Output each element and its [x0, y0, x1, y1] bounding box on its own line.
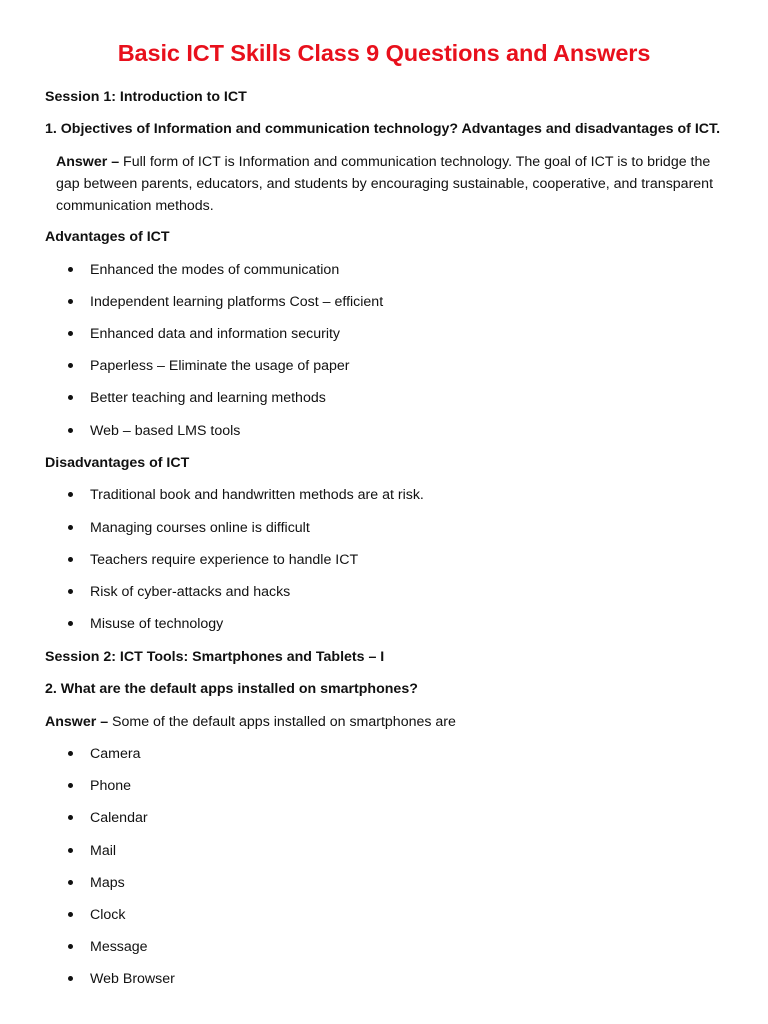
list-item	[68, 420, 240, 442]
list-item	[68, 807, 148, 829]
list-item	[68, 291, 383, 313]
bullet-icon	[68, 815, 73, 820]
list-item-text: Teachers require experience to handle ICT	[90, 552, 359, 568]
list-item	[68, 904, 125, 926]
list-item	[68, 872, 125, 894]
list-item-text: Phone	[90, 778, 132, 794]
bullet-icon	[68, 944, 73, 949]
page-title: Basic ICT Skills Class 9 Questions and Answers	[117, 40, 651, 66]
list-item-text: Managing courses online is difficult	[90, 520, 310, 536]
answer-2-text: Some of the default apps installed on smartphones are	[108, 714, 456, 730]
bullet-icon	[68, 557, 73, 562]
bullet-icon	[68, 976, 73, 981]
list-item	[68, 936, 148, 958]
bullet-icon	[68, 525, 73, 530]
bullet-icon	[68, 783, 73, 788]
question-2: 2. What are the default apps installed on smartphones?	[45, 681, 418, 697]
list-item-text: Misuse of technology	[90, 616, 224, 632]
bullet-icon	[68, 331, 73, 336]
answer-1-label: Answer –	[56, 154, 120, 170]
bullet-icon	[68, 267, 73, 272]
list-item-text: Camera	[90, 746, 141, 762]
question-1: 1. Objectives of Information and communication technology? Advantages and disadvantages of ICT.	[45, 121, 721, 137]
list-item	[68, 387, 326, 409]
list-item	[68, 484, 424, 506]
session-1-heading: Session 1: Introduction to ICT	[45, 89, 247, 105]
list-item	[68, 581, 290, 603]
list-item	[68, 840, 116, 862]
bullet-icon	[68, 299, 73, 304]
bullet-icon	[68, 589, 73, 594]
list-item	[68, 517, 310, 539]
list-item	[68, 613, 223, 635]
list-item-text: Enhanced data and information security	[90, 326, 341, 342]
list-item-text: Mail	[90, 843, 117, 859]
bullet-icon	[68, 428, 73, 433]
bullet-icon	[68, 492, 73, 497]
list-item-text: Calendar	[90, 810, 148, 826]
list-item	[68, 259, 339, 281]
list-item-text: Enhanced the modes of communication	[90, 262, 340, 278]
list-item-text: Web Browser	[90, 971, 175, 987]
list-item-text: Better teaching and learning methods	[90, 390, 326, 406]
bullet-icon	[68, 395, 73, 400]
answer-2	[45, 711, 456, 733]
list-item-text: Web – based LMS tools	[90, 423, 241, 439]
list-item	[68, 355, 349, 377]
list-item-text: Traditional book and handwritten methods are at risk.	[90, 487, 424, 503]
answer-2-label: Answer –	[45, 714, 109, 730]
list-item-text: Maps	[90, 875, 125, 891]
disadvantages-heading: Disadvantages of ICT	[45, 455, 190, 471]
bullet-icon	[68, 621, 73, 626]
list-item	[68, 775, 131, 797]
list-item	[68, 323, 340, 345]
list-item-text: Message	[90, 939, 148, 955]
list-item	[68, 968, 175, 990]
list-item-text: Risk of cyber-attacks and hacks	[90, 584, 291, 600]
answer-1	[56, 151, 728, 217]
list-item-text: Clock	[90, 907, 126, 923]
bullet-icon	[68, 751, 73, 756]
bullet-icon	[68, 363, 73, 368]
bullet-icon	[68, 880, 73, 885]
bullet-icon	[68, 912, 73, 917]
list-item	[68, 549, 358, 571]
advantages-heading: Advantages of ICT	[45, 229, 170, 245]
list-item-text: Independent learning platforms Cost – efficient	[90, 294, 384, 310]
session-2-heading: Session 2: ICT Tools: Smartphones and Tablets – I	[45, 649, 385, 665]
answer-1-text: Full form of ICT is Information and communication technology. The goal of ICT is to bridge the gap between parents, educators, and students by encouraging sustainable, cooperative, and transparent communication methods.	[56, 154, 714, 214]
bullet-icon	[68, 848, 73, 853]
list-item	[68, 743, 140, 765]
list-item-text: Paperless – Eliminate the usage of paper	[90, 358, 350, 374]
